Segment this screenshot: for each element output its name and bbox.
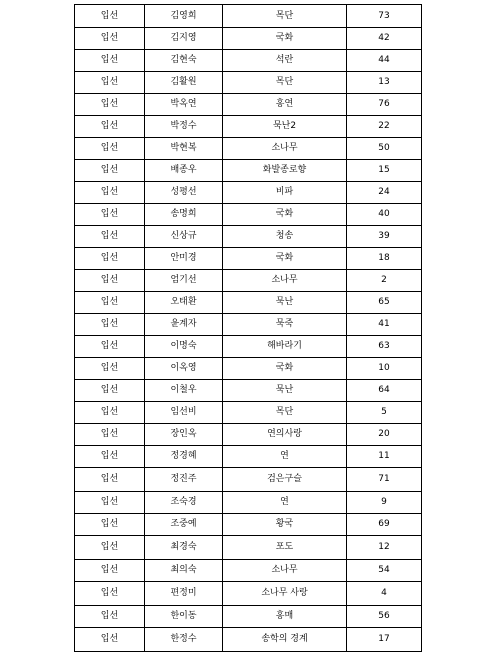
number-cell: 2 bbox=[347, 270, 422, 292]
name-cell: 송명희 bbox=[145, 204, 223, 226]
number-cell: 64 bbox=[347, 380, 422, 402]
table-row bbox=[75, 204, 422, 226]
award-cell: 입선 bbox=[75, 468, 145, 492]
table-row bbox=[75, 514, 422, 536]
name-cell: 안미경 bbox=[145, 248, 223, 270]
name-cell: 정경혜 bbox=[145, 446, 223, 468]
award-cell: 입선 bbox=[75, 248, 145, 270]
number-cell: 39 bbox=[347, 226, 422, 248]
title-cell: 황국 bbox=[223, 514, 347, 536]
name-cell: 엄기선 bbox=[145, 270, 223, 292]
name-cell: 박현복 bbox=[145, 138, 223, 160]
title-cell: 홍매 bbox=[223, 606, 347, 628]
title-cell: 비파 bbox=[223, 182, 347, 204]
number-cell: 42 bbox=[347, 28, 422, 50]
name-cell: 성평선 bbox=[145, 182, 223, 204]
award-cell: 입선 bbox=[75, 226, 145, 248]
number-cell: 15 bbox=[347, 160, 422, 182]
table-row bbox=[75, 270, 422, 292]
name-cell: 김현숙 bbox=[145, 50, 223, 72]
name-cell: 김지영 bbox=[145, 28, 223, 50]
table-row bbox=[75, 138, 422, 160]
name-cell: 이명숙 bbox=[145, 336, 223, 358]
name-cell: 최의숙 bbox=[145, 560, 223, 582]
title-cell: 화발종로향 bbox=[223, 160, 347, 182]
award-cell: 입선 bbox=[75, 72, 145, 94]
title-cell: 해바라기 bbox=[223, 336, 347, 358]
number-cell: 69 bbox=[347, 514, 422, 536]
number-cell: 12 bbox=[347, 536, 422, 560]
title-cell: 소나무 bbox=[223, 270, 347, 292]
table-row bbox=[75, 116, 422, 138]
name-cell: 신상규 bbox=[145, 226, 223, 248]
award-cell: 입선 bbox=[75, 492, 145, 514]
table-row bbox=[75, 380, 422, 402]
title-cell: 묵죽 bbox=[223, 314, 347, 336]
award-cell: 입선 bbox=[75, 514, 145, 536]
award-cell: 입선 bbox=[75, 94, 145, 116]
name-cell: 박옥연 bbox=[145, 94, 223, 116]
table-row bbox=[75, 182, 422, 204]
name-cell: 조숙경 bbox=[145, 492, 223, 514]
award-cell: 입선 bbox=[75, 314, 145, 336]
award-cell: 입선 bbox=[75, 182, 145, 204]
table-row bbox=[75, 582, 422, 606]
number-cell: 18 bbox=[347, 248, 422, 270]
award-cell: 입선 bbox=[75, 536, 145, 560]
number-cell: 44 bbox=[347, 50, 422, 72]
number-cell: 4 bbox=[347, 582, 422, 606]
award-cell: 입선 bbox=[75, 560, 145, 582]
title-cell: 목단 bbox=[223, 402, 347, 424]
title-cell: 석란 bbox=[223, 50, 347, 72]
number-cell: 17 bbox=[347, 628, 422, 652]
table-row bbox=[75, 536, 422, 560]
title-cell: 묵난 bbox=[223, 380, 347, 402]
number-cell: 56 bbox=[347, 606, 422, 628]
name-cell: 김활원 bbox=[145, 72, 223, 94]
number-cell: 20 bbox=[347, 424, 422, 446]
title-cell: 연 bbox=[223, 492, 347, 514]
award-cell: 입선 bbox=[75, 606, 145, 628]
number-cell: 24 bbox=[347, 182, 422, 204]
number-cell: 5 bbox=[347, 402, 422, 424]
results-table-body bbox=[75, 5, 422, 652]
title-cell: 연의사랑 bbox=[223, 424, 347, 446]
table-row bbox=[75, 292, 422, 314]
table-row bbox=[75, 28, 422, 50]
title-cell: 국화 bbox=[223, 358, 347, 380]
number-cell: 10 bbox=[347, 358, 422, 380]
award-cell: 입선 bbox=[75, 582, 145, 606]
results-table bbox=[74, 4, 422, 652]
table-row bbox=[75, 94, 422, 116]
name-cell: 최경숙 bbox=[145, 536, 223, 560]
table-row bbox=[75, 336, 422, 358]
table-row bbox=[75, 358, 422, 380]
number-cell: 40 bbox=[347, 204, 422, 226]
title-cell: 소나무 사랑 bbox=[223, 582, 347, 606]
award-cell: 입선 bbox=[75, 204, 145, 226]
number-cell: 41 bbox=[347, 314, 422, 336]
table-row bbox=[75, 468, 422, 492]
table-row bbox=[75, 226, 422, 248]
number-cell: 50 bbox=[347, 138, 422, 160]
title-cell: 검은구슬 bbox=[223, 468, 347, 492]
table-row bbox=[75, 606, 422, 628]
name-cell: 오태환 bbox=[145, 292, 223, 314]
award-cell: 입선 bbox=[75, 138, 145, 160]
award-cell: 입선 bbox=[75, 402, 145, 424]
table-row bbox=[75, 492, 422, 514]
title-cell: 국화 bbox=[223, 248, 347, 270]
number-cell: 54 bbox=[347, 560, 422, 582]
title-cell: 송학의 경계 bbox=[223, 628, 347, 652]
table-row bbox=[75, 446, 422, 468]
name-cell: 한정수 bbox=[145, 628, 223, 652]
title-cell: 묵난 bbox=[223, 292, 347, 314]
name-cell: 이철우 bbox=[145, 380, 223, 402]
award-cell: 입선 bbox=[75, 446, 145, 468]
table-row bbox=[75, 424, 422, 446]
award-cell: 입선 bbox=[75, 270, 145, 292]
title-cell: 소나무 bbox=[223, 560, 347, 582]
title-cell: 소나무 bbox=[223, 138, 347, 160]
award-cell: 입선 bbox=[75, 28, 145, 50]
number-cell: 63 bbox=[347, 336, 422, 358]
name-cell: 한이동 bbox=[145, 606, 223, 628]
number-cell: 22 bbox=[347, 116, 422, 138]
title-cell: 청송 bbox=[223, 226, 347, 248]
table-row bbox=[75, 314, 422, 336]
award-cell: 입선 bbox=[75, 380, 145, 402]
award-cell: 입선 bbox=[75, 336, 145, 358]
table-row bbox=[75, 628, 422, 652]
number-cell: 65 bbox=[347, 292, 422, 314]
award-cell: 입선 bbox=[75, 50, 145, 72]
award-cell: 입선 bbox=[75, 628, 145, 652]
name-cell: 편정미 bbox=[145, 582, 223, 606]
number-cell: 71 bbox=[347, 468, 422, 492]
title-cell: 연 bbox=[223, 446, 347, 468]
title-cell: 목단 bbox=[223, 72, 347, 94]
number-cell: 73 bbox=[347, 5, 422, 28]
table-row bbox=[75, 5, 422, 28]
table-row bbox=[75, 160, 422, 182]
name-cell: 장인옥 bbox=[145, 424, 223, 446]
number-cell: 13 bbox=[347, 72, 422, 94]
table-row bbox=[75, 402, 422, 424]
name-cell: 윤계자 bbox=[145, 314, 223, 336]
title-cell: 국화 bbox=[223, 28, 347, 50]
name-cell: 김영희 bbox=[145, 5, 223, 28]
award-cell: 입선 bbox=[75, 5, 145, 28]
name-cell: 임선비 bbox=[145, 402, 223, 424]
award-cell: 입선 bbox=[75, 358, 145, 380]
title-cell: 목단 bbox=[223, 5, 347, 28]
award-cell: 입선 bbox=[75, 116, 145, 138]
table-row bbox=[75, 248, 422, 270]
number-cell: 76 bbox=[347, 94, 422, 116]
award-cell: 입선 bbox=[75, 160, 145, 182]
title-cell: 포도 bbox=[223, 536, 347, 560]
table-row bbox=[75, 560, 422, 582]
name-cell: 박정수 bbox=[145, 116, 223, 138]
table-row bbox=[75, 72, 422, 94]
name-cell: 배종우 bbox=[145, 160, 223, 182]
name-cell: 이옥영 bbox=[145, 358, 223, 380]
title-cell: 홍연 bbox=[223, 94, 347, 116]
number-cell: 9 bbox=[347, 492, 422, 514]
award-cell: 입선 bbox=[75, 424, 145, 446]
title-cell: 묵난2 bbox=[223, 116, 347, 138]
table-row bbox=[75, 50, 422, 72]
name-cell: 조중예 bbox=[145, 514, 223, 536]
title-cell: 국화 bbox=[223, 204, 347, 226]
award-cell: 입선 bbox=[75, 292, 145, 314]
number-cell: 11 bbox=[347, 446, 422, 468]
name-cell: 정진주 bbox=[145, 468, 223, 492]
